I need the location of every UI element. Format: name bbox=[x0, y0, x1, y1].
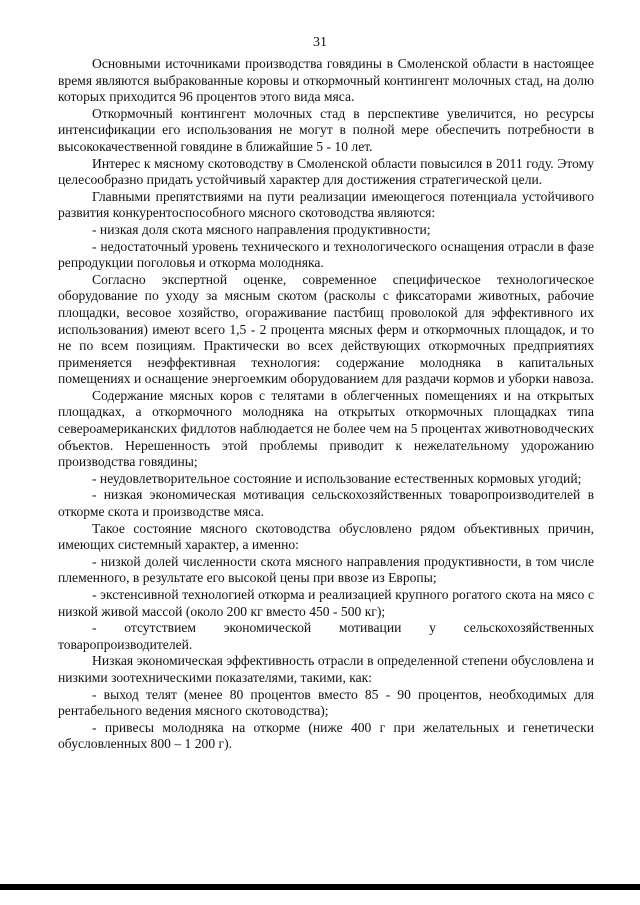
paragraph: Основными источниками производства говядины в Смоленской области в настоящее время являются выбракованные коровы и откормочный контингент молочных стад, на долю которых приходится 96 процентов этого вида мяса. bbox=[58, 56, 594, 105]
list-item: - низкая доля скота мясного направления продуктивности; bbox=[92, 221, 431, 237]
paragraph: Низкая экономическая эффективность отрасли в определенной степени обусловлена и низкими зоотехническими показателями, такими, как: bbox=[58, 653, 594, 685]
list-item: - низкой долей численности скота мясного направления продуктивности, в том числе племенного, в результате его высокой цены при ввозе из Европы; bbox=[58, 553, 594, 586]
list-item: - низкая экономическая мотивация сельскохозяйственных товаропроизводителей в откорме скота и производстве мяса. bbox=[58, 487, 594, 520]
list-item: - выход телят (менее 80 процентов вместо 85 - 90 процентов, необходимых для рентабельного ведения мясного скотоводства); bbox=[58, 686, 594, 719]
list-item: - недостаточный уровень технического и технологического оснащения отрасли в фазе репродукции поголовья и откорма молодняка. bbox=[58, 238, 594, 271]
paragraph: Такое состояние мясного скотоводства обусловлено рядом объективных причин, имеющих системный характер, а именно: bbox=[58, 520, 594, 553]
paragraph: Откормочный контингент молочных стад в перспективе увеличится, но ресурсы интенсификации его использования не могут в полной мере обеспечить потребности в высококачественной говядине в ближайшие 5 - 10 лет. bbox=[58, 105, 594, 154]
paragraph: Содержание мясных коров с телятами в облегченных помещениях и на открытых площадках, а откормочного молодняка на открытых откормочных площадках типа североамериканских фидлотов наблюдается не более чем на 5 процентах животноводческих объектов. Нерешенность этой проблемы приводит к нежелательному удорожанию производства говядины; bbox=[58, 387, 594, 470]
list-item: - экстенсивной технологией откорма и реализацией крупного рогатого скота на мясо с низкой живой массой (около 200 кг вместо 450 - 500 кг); bbox=[58, 587, 594, 619]
page-number: 31 bbox=[313, 35, 327, 50]
list-item: - неудовлетворительное состояние и использование естественных кормовых угодий; bbox=[92, 470, 582, 486]
paragraph: Главными препятствиями на пути реализации имеющегося потенциала устойчивого развития конкурентоспособного мясного скотоводства являются: bbox=[58, 188, 594, 221]
document-body bbox=[58, 56, 594, 753]
bottom-border-line bbox=[0, 884, 640, 890]
list-item: - отсутствием экономической мотивации у сельскохозяйственных товаропроизводителей. bbox=[58, 620, 594, 652]
paragraph: Интерес к мясному скотоводству в Смоленской области повысился в 2011 году. Этому целесообразно придать устойчивый характер для достижения стратегической цели. bbox=[58, 155, 594, 188]
list-item: - привесы молодняка на откорме (ниже 400 г при желательных и генетически обусловленных 800 – 1 200 г). bbox=[58, 719, 594, 752]
paragraph: Согласно экспертной оценке, современное специфическое технологическое оборудование по уходу за мясным скотом (расколы с фиксаторами животных, рабочие площадки, весовое хозяйство, огораживание пастбищ проволокой для эффективного их использования) имеют всего 1,5 - 2 процента мясных ферм и откормочных площадок, и то не по всем позициям. Практически во всех действующих откормочных предприятиях применяется неэффективная технология: содержание молодняка в капитальных помещениях и оснащение энергоемким оборудованием для раздачи кормов и уборки навоза. bbox=[58, 271, 594, 387]
